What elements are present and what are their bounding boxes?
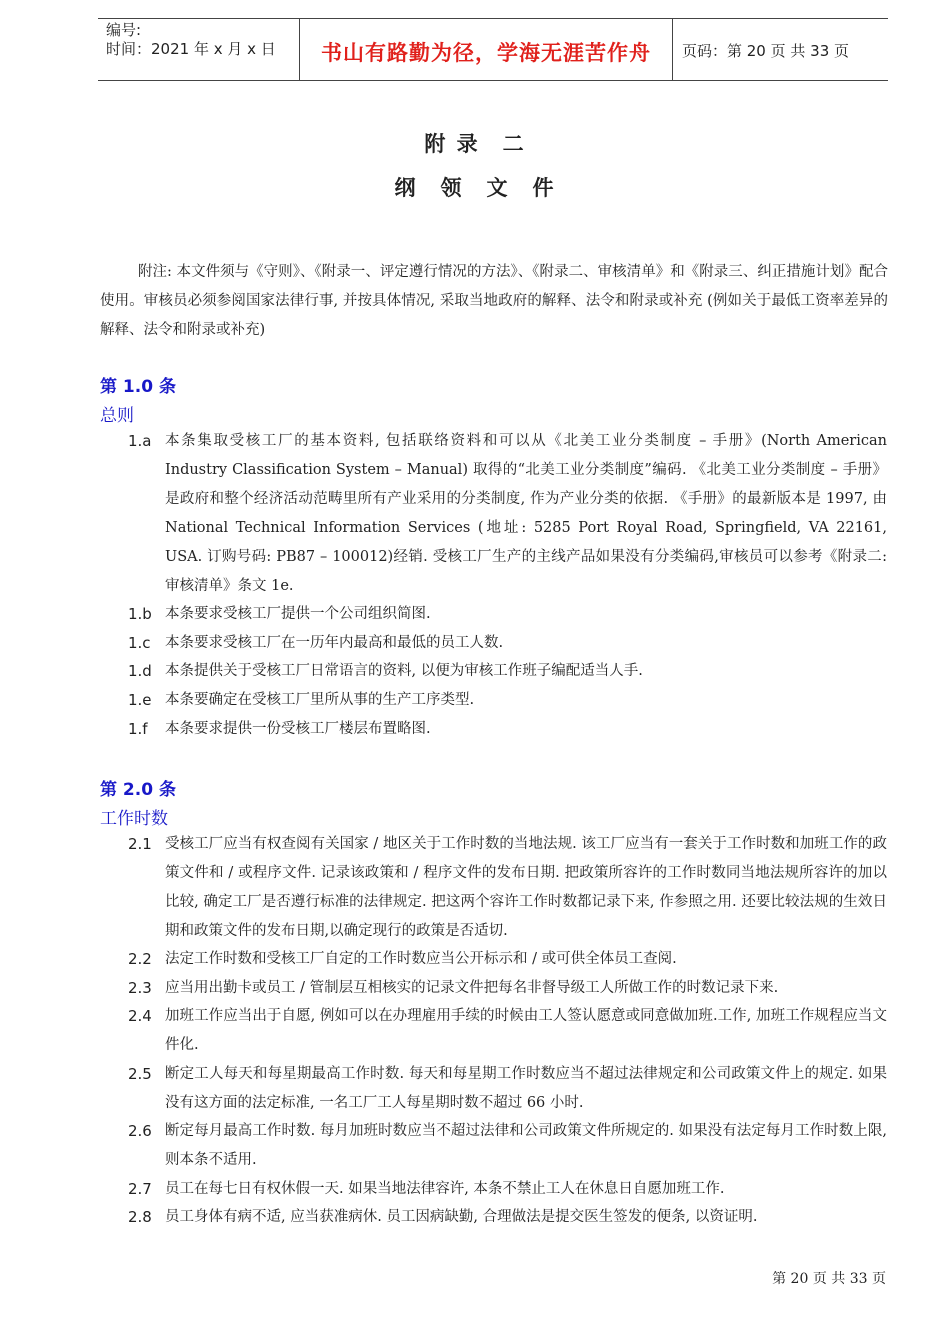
item-number: 1.f: [128, 720, 148, 738]
item-number: 2.4: [128, 1007, 152, 1025]
item-number: 2.6: [128, 1122, 152, 1140]
item-number: 1.d: [128, 662, 152, 680]
document-number-label: 编号:: [106, 21, 142, 39]
section-number: 第 1.0 条: [100, 377, 176, 397]
item-number: 2.1: [128, 835, 152, 853]
document-time-label: 时间：2021 年 x 月 x 日: [106, 40, 276, 58]
item-number: 1.b: [128, 605, 152, 623]
header-page-info: 页码：第 20 页 共 33 页: [682, 42, 850, 60]
item-text: 本条提供关于受核工厂日常语言的资料, 以便为审核工作班子编配适当人手.: [165, 663, 643, 679]
item-text: 受核工厂应当有权查阅有关国家 / 地区关于工作时数的当地法规. 该工厂应当有一套关于工作时数和加班工作的政策文件和 / 或程序文件. 记录该政策和 / 程序文件的发布日期. 把政策所容许的工作时数同当地法规所容许的加以比较, 确定工厂是否遵行标准的法律规定. 把这两个容许工作时数都记录下来, 作参照之用. 还要比较法规的生效日期和政策文件的发布日期,以确定现行的政策是否适切.: [165, 836, 887, 939]
item-text: 断定工人每天和每星期最高工作时数. 每天和每星期工作时数应当不超过法律规定和公司政策文件上的规定. 如果没有这方面的法定标准, 一名工厂工人每星期时数不超过 66 小时.: [165, 1066, 887, 1111]
item-text: 本条要确定在受核工厂里所从事的生产工序类型.: [165, 692, 475, 708]
page-header: [98, 18, 888, 81]
item-number: 1.e: [128, 691, 152, 709]
item-number: 1.c: [128, 634, 151, 652]
item-text: 本条集取受核工厂的基本资料, 包括联络资料和可以从《北美工业分类制度 – 手册》(North American Industry Classification System – Manual) 取得的“北美工业分类制度”编码. 《北美工业分类制度 – 手册》是政府和整个经济活动范畴里所有产业采用的分类制度, 作为产业分类的依据. 《手册》的最新版本是 1997, 由 National Technical Information Services (地址: 5285 Port Royal Road, Springfield, VA 22161, USA. 订购号码: PB87 – 100012)经销. 受核工厂生产的主线产品如果没有分类编码,审核员可以参考《附录二: 审核清单》条文 1e.: [165, 433, 887, 594]
section-number: 第 2.0 条: [100, 780, 176, 800]
page-footer: 第 20 页 共 33 页: [772, 1271, 886, 1287]
item-number: 2.7: [128, 1180, 152, 1198]
document-title: 附 录 二: [424, 132, 526, 156]
intro-note: 附注: 本文件须与《守则》、《附录一、评定遵行情况的方法》、《附录二、审核清单》和《附录三、纠正措施计划》配合使用。审核员必须参阅国家法律行事, 并按具体情况, 采取当地政府的解释、法令和附录或补充 (例如关于最低工资率差异的解释、法令和附录或补充): [100, 264, 888, 338]
section-title: 工作时数: [100, 809, 168, 829]
item-text: 加班工作应当出于自愿, 例如可以在办理雇用手续的时候由工人签认愿意或同意做加班.工作, 加班工作规程应当文件化.: [165, 1008, 887, 1053]
item-number: 2.5: [128, 1065, 152, 1083]
item-text: 本条要求提供一份受核工厂楼层布置略图.: [165, 721, 431, 737]
item-text: 本条要求受核工厂提供一个公司组织简图.: [165, 606, 431, 622]
header-motto: 书山有路勤为径，学海无涯苦作舟: [321, 40, 651, 65]
document-subtitle: 纲 领 文 件: [394, 176, 556, 200]
section-title: 总则: [100, 406, 134, 426]
item-text: 员工身体有病不适, 应当获准病休. 员工因病缺勤, 合理做法是提交医生签发的便条, 以资证明.: [165, 1209, 758, 1225]
item-text: 应当用出勤卡或员工 / 管制层互相核实的记录文件把每名非督导级工人所做工作的时数记录下来.: [165, 980, 779, 996]
item-number: 1.a: [128, 432, 152, 450]
item-text: 断定每月最高工作时数. 每月加班时数应当不超过法律和公司政策文件所规定的. 如果没有法定每月工作时数上限, 则本条不适用.: [165, 1123, 887, 1168]
item-text: 本条要求受核工厂在一历年内最高和最低的员工人数.: [165, 635, 504, 651]
header-divider: [672, 19, 673, 80]
item-number: 2.3: [128, 979, 152, 997]
header-meta: [106, 21, 296, 59]
item-number: 2.8: [128, 1208, 152, 1226]
item-text: 员工在每七日有权休假一天. 如果当地法律容许, 本条不禁止工人在休息日自愿加班工作.: [165, 1181, 725, 1197]
item-text: 法定工作时数和受核工厂自定的工作时数应当公开标示和 / 或可供全体员工查阅.: [165, 951, 677, 967]
item-number: 2.2: [128, 950, 152, 968]
